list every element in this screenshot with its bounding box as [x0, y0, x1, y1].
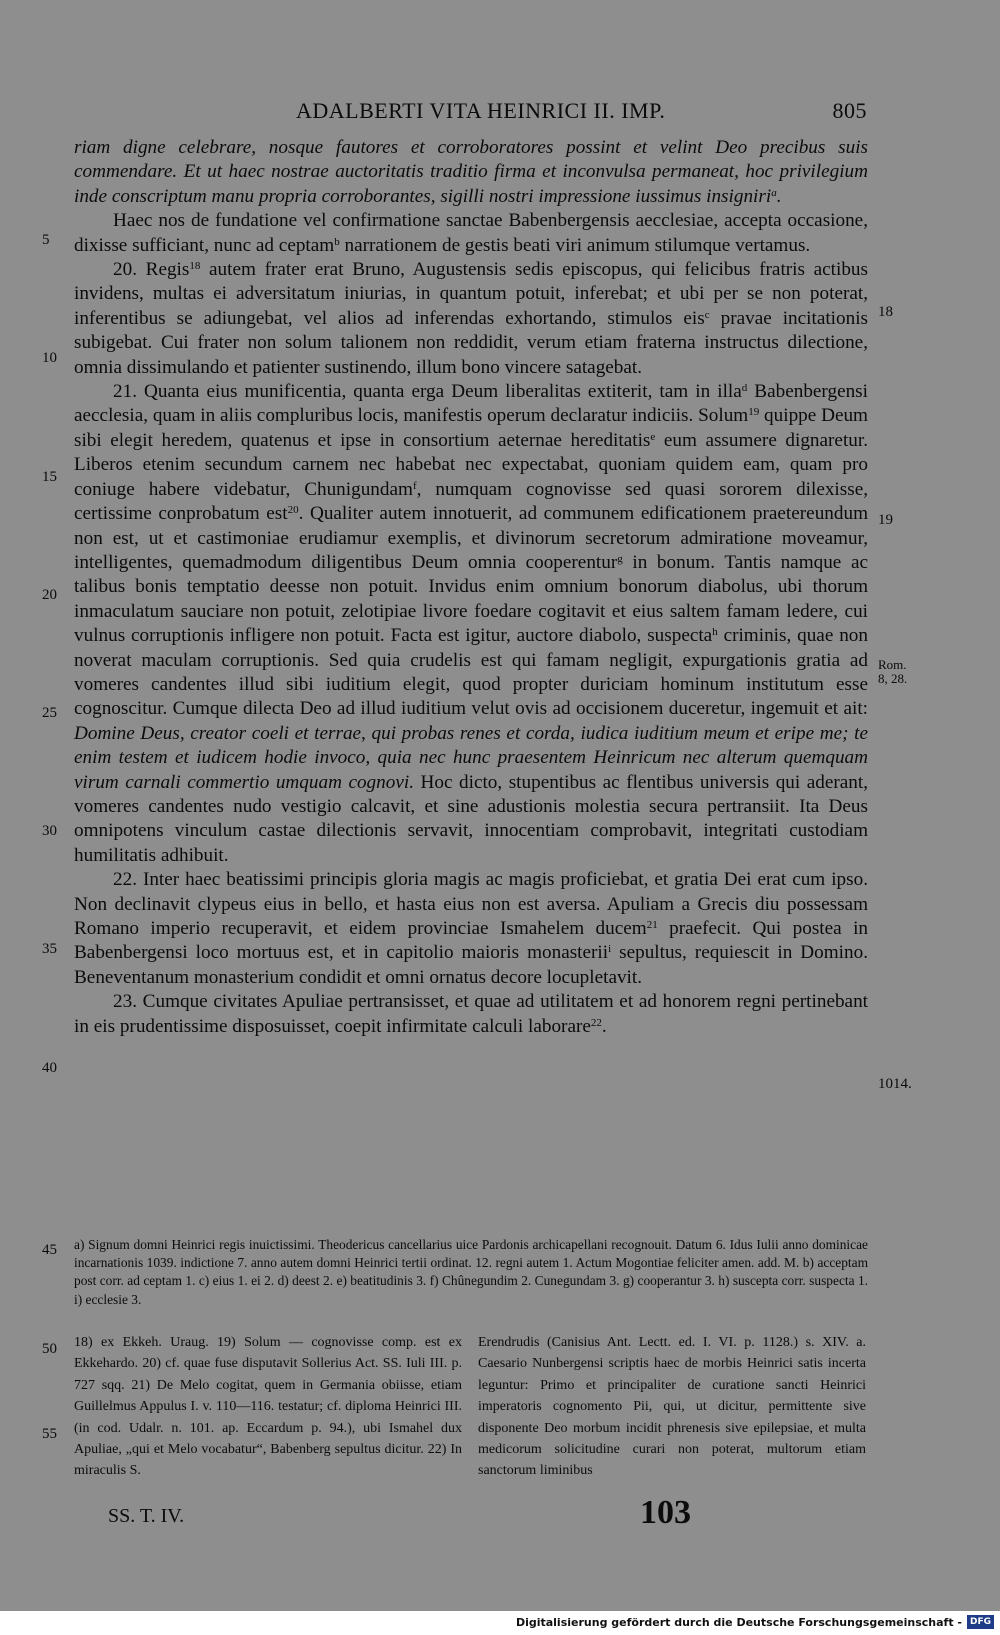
line-number: 30	[42, 823, 57, 839]
margin-note-18: 18	[878, 304, 893, 320]
text-run: praefecit. Qui postea in Babenbergensi loco mortuus est, et in capitolio maioris monasterii	[74, 918, 868, 964]
line-number: 15	[42, 469, 57, 485]
paragraph	[74, 990, 868, 1039]
footnote-ref: 22	[590, 1016, 602, 1029]
text-run: 22. Inter haec beatissimi principis gloria magis ac magis proficiebat, et gratia Dei erat cum ipso. Non declinavit clypeus eius in bello, et hasta eius non est aversa. Apuliam a Grecis diu possessam Romano imperio recuperavit, et eidem provinciae Ismahelem ducem	[74, 869, 868, 939]
footnote-ref: g	[617, 552, 623, 565]
text-run: riam digne celebrare, nosque fautores et corroboratores possint et velint Deo precibus suis commendare. Et ut haec nostrae auctoritatis traditio firma et inconvulsa permaneat, hoc privilegium inde conscriptum manu propria corroborantes, sigilli nostri impressione iussimus insigniri	[74, 137, 868, 207]
historical-notes	[74, 1332, 868, 1502]
critical-apparatus	[74, 1236, 868, 1309]
note-line-number: 45	[42, 1242, 57, 1258]
main-text	[74, 136, 868, 1039]
margin-note-rom: Rom.	[878, 657, 907, 672]
page-header	[0, 98, 1000, 128]
text-run: autem frater erat Bruno, Augustensis sedis episcopus, qui felicibus fratris actibus invidens, multas ei adversitatum iniurias, in quantum potuit, inferebat; et ubi per se non poterat, inferentibus se adiungebat, vel alios ad inferendas exhortando, stimulos eis	[74, 259, 868, 329]
notes-column-left: 18) ex Ekkeh. Uraug. 19) Solum — cognovisse comp. est ex Ekkehardo. 20) cf. quae fuse disputavit Sollerius Act. SS. Iuli III. p. 727 sqq. 21) De Melo cogitat, quem in Germania obiisse, etiam Guillelmus Appulus I. v. 110—116. testatur; cf. diploma Heinrici III. (in cod. Udalr. n. 101. ap. Eccardum p. 94.), ubi Ismahel dux Apuliae, „qui et Melo vocabatur“, Babenberg sepultus dicitur. 22) In miraculis S.	[74, 1335, 462, 1479]
text-run: .	[601, 1015, 607, 1037]
dfg-credit: Digitalisierung gefördert durch die Deutsche Forschungsgemeinschaft -	[515, 1616, 962, 1629]
text-run: in bonum. Tantis namque ac talibus bonis temptatio deesse non potuit. Invidus enim omnium bonorum diabolus, ubi thorum inmaculatum sauciare non potuit, zelotipiae livore foedare cogitavit et eius saltem famam ledere, cui vulnus corruptionis infligere non potuit. Facta est igitur, auctore diabolo, suspecta	[74, 551, 868, 647]
margin-note-19: 19	[878, 512, 893, 528]
line-number: 40	[42, 1060, 57, 1076]
line-number: 25	[42, 705, 57, 721]
text-run: , numquam cognovisse sed quasi sororem dilexisse, certissime conprobatum est	[74, 478, 869, 525]
footnote-ref: f	[412, 479, 417, 492]
footnote-ref: e	[650, 430, 656, 443]
signature-mark: SS. T. IV.	[108, 1505, 185, 1527]
line-number: 20	[42, 587, 57, 603]
footnote-ref: a	[771, 186, 777, 199]
text-run: pravae incitationis subigebat. Cui frater non solum talionem non reddidit, verum etiam fraterna instructus dilectione, omnia dissimulando et patienter sustinendo, illum bono vincere satagebat.	[74, 307, 868, 378]
paragraph	[74, 209, 868, 258]
note-line-number: 50	[42, 1341, 57, 1357]
footnote-ref: 19	[748, 406, 760, 419]
text-run: 20. Regis	[113, 259, 190, 281]
text-run: criminis, quae non noverat maculam corruptionis. Sed quia crudelis est qui famam negligit, expurgationis gratia ad vomeres candentes illud sibi iuditium elegit, quod propter duriciam hominum institutum esse cognoscitur. Cumque dilecta Deo ad illud iuditium velut ovis ad occisionem duceretur, ingemuit et ait:	[74, 625, 868, 720]
text-run: narrationem de gestis beati viri animum stilumque vertamus.	[339, 234, 811, 256]
page-number: 805	[832, 98, 867, 123]
footnote-ref: 18	[189, 260, 201, 273]
paragraph	[74, 258, 868, 380]
running-title: ADALBERTI VITA HEINRICI II. IMP.	[296, 98, 666, 123]
text-run: eum assumere dignaretur. Liberos etenim secundum carnem nec habebat nec expectabat, quoniam quidem eam, quam pro coniuge habere videbatur, Chunigundam	[74, 429, 868, 500]
line-number: 5	[42, 232, 50, 248]
notes-column-right: Erendrudis (Canisius Ant. Lectt. ed. I. VI. p. 1128.) s. XIV. a. Caesario Nunbergensi scriptis haec de morbis Heinrici satis incerta leguntur: Primo et principaliter de curatione sancti Heinrici imperatoris cognomento Pii, qui, ut dicitur, permittente sive disponente Deo morbum incidit phrenesis sive epilepsiae, et multa medicorum solicitudine curari non poterat, multorum etiam sanctorum liminibus	[478, 1335, 866, 1479]
footnote-ref: b	[334, 235, 340, 248]
margin-note-rom-ref: 8, 28.	[878, 671, 908, 686]
text-run: Haec nos de fundatione vel confirmatione sanctae Babenbergensis aecclesiae, accepta occasione, dixisse sufficiant, nunc ad ceptam	[74, 210, 868, 256]
footnote-ref: i	[608, 943, 612, 956]
dfg-logo-icon: DFG	[967, 1615, 994, 1629]
paragraph	[74, 868, 868, 990]
line-number: 10	[42, 350, 57, 366]
note-line-number: 55	[42, 1426, 57, 1442]
paragraph	[74, 380, 868, 868]
dfg-banner	[0, 1611, 1000, 1635]
line-number: 35	[42, 941, 57, 957]
footnote-ref: 21	[646, 919, 658, 931]
footnote-ref: d	[741, 382, 748, 395]
paragraph: riam digne celebrare, nosque fautores et corroboratores possint et velint Deo precibus suis commendare. Et ut haec nostrae auctoritatis traditio firma et inconvulsa permaneat, hoc privilegium inde conscriptum manu propria corroborantes, sigilli nostri impressione iussimus insigniri$^a$.	[74, 137, 868, 207]
margin-note-year: 1014.	[878, 1076, 912, 1092]
text-run: 23. Cumque civitates Apuliae pertransisset, et quae ad utilitatem et ad honorem regni pertinebant in eis prudentissime disposuisset, coepit infirmitate calculi laborare	[74, 991, 868, 1037]
text-run: . Qualiter autem innotuerit, ad communem edificationem praetereundum non est, ut et castimoniae erudiamur exemplis, et divinorum secretorum admiratione moveamur, intelligentes, quemadmodum diligentibus Deum omnia cooperentur	[74, 503, 868, 573]
footnote-ref: h	[712, 626, 718, 639]
sheet-number: 103	[640, 1494, 691, 1531]
prayer-quote: Domine Deus, creator coeli et terrae, qui probas renes et corda, iudica iuditium meum et eripe me; te enim testem et iudicem hodie invoco, quia nec hunc praesentem Heinricum nec alterum quemquam virum carnali commertio umquam cognovi.	[74, 722, 868, 793]
apparatus-text: a) Signum domni Heinrici regis inuictissimi. Theodericus cancellarius uice Pardonis archicapellani recognouit. Datum 6. Idus Iulii anno dominicae incarnationis 1039. indictione 7. anno autem domni Heinrici tertii ordinat. 12. regni autem 1. Actum Mogontiae feliciter amen. add. M. b) acceptam post corr. ad ceptam 1. c) eius 1. ei 2. d) deest 2. e) beatitudinis 3. f) Chûnegundim 2. Cunegundam 3. g) cooperantur 3. h) suscepta corr. suspecta 1. i) ecclesie 3.	[74, 1237, 868, 1307]
text-run: quippe Deum sibi elegit heredem, quatenus et ipse in consortium aeternae hereditatis	[74, 405, 868, 451]
text-run: Babenbergensi aecclesia, quam in aliis compluribus locis, manifestis operum declaratur indiciis. Solum	[74, 381, 868, 427]
footnote-ref: c	[704, 308, 710, 321]
footnote-ref: 20	[287, 504, 299, 517]
text-run: 21. Quanta eius munificentia, quanta erga Deum liberalitas extiterit, tam in illa	[113, 381, 742, 403]
text-run: Hoc dicto, stupentibus ac flentibus universis qui aderant, vomeres candentes nudo vestigio calcavit, et sine adustionis molestia secura pertransiit. Ita Deus omnipotens vinculum castae dilectionis servavit, innocentiam comprobavit, integritati custodiam humilitatis adhibuit.	[74, 771, 868, 866]
text-run: sepultus, requiescit in Domino. Beneventanum monasterium condidit et omni ornatus decore locupletavit.	[74, 942, 868, 988]
